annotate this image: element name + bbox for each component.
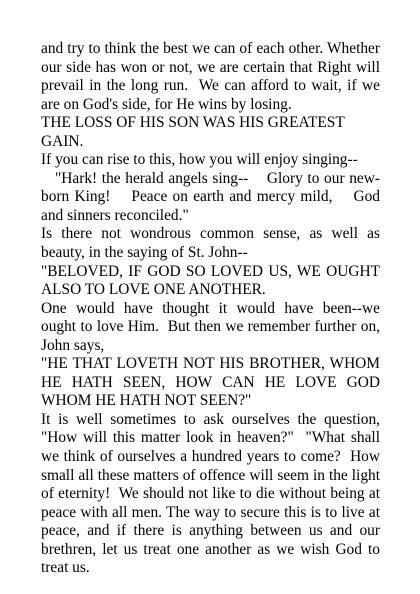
- paragraph-5: Is there not wondrous common sense, as well as beauty, in the saying of St. John--: [41, 225, 384, 262]
- paragraph-9: It is well sometimes to ask ourselves the question, "How will this matter look in heaven?" "What shall we think of ourselves a hundred years to come? How small all these matters of offence will seem in the light of eternity! We should not like to die without being at peace with all men. The way to secure this is to live at peace, and if there is anything between us and our brethren, let us treat one another as we wish God to treat us.: [41, 410, 384, 577]
- paragraph-6: "BELOVED, IF GOD SO LOVED US, WE OUGHT ALSO TO LOVE ONE ANOTHER.: [41, 262, 383, 299]
- paragraph-3: If you can rise to this, how you will enjoy singing--: [41, 151, 358, 169]
- paragraph-7: One would have thought it would have been--we ought to love Him. But then we remember further on, John says,: [41, 299, 384, 354]
- paragraph-8: "HE THAT LOVETH NOT HIS BROTHER, WHOM HE HATH SEEN, HOW CAN HE LOVE GOD WHOM HE HATH NOT SEEN?": [41, 355, 384, 410]
- paragraph-1: and try to think the best we can of each other. Whether our side has won or not, we are certain that Right will prevail in the long run. We can afford to wait, if we are on God's side, for He wins by losing.: [41, 40, 384, 113]
- paragraph-4: "Hark! the herald angels sing-- Glory to our new-born King! Peace on earth and mercy mild, God and sinners reconciled.": [41, 169, 384, 224]
- paragraph-2: THE LOSS OF HIS SON WAS HIS GREATEST GAIN.: [41, 114, 349, 150]
